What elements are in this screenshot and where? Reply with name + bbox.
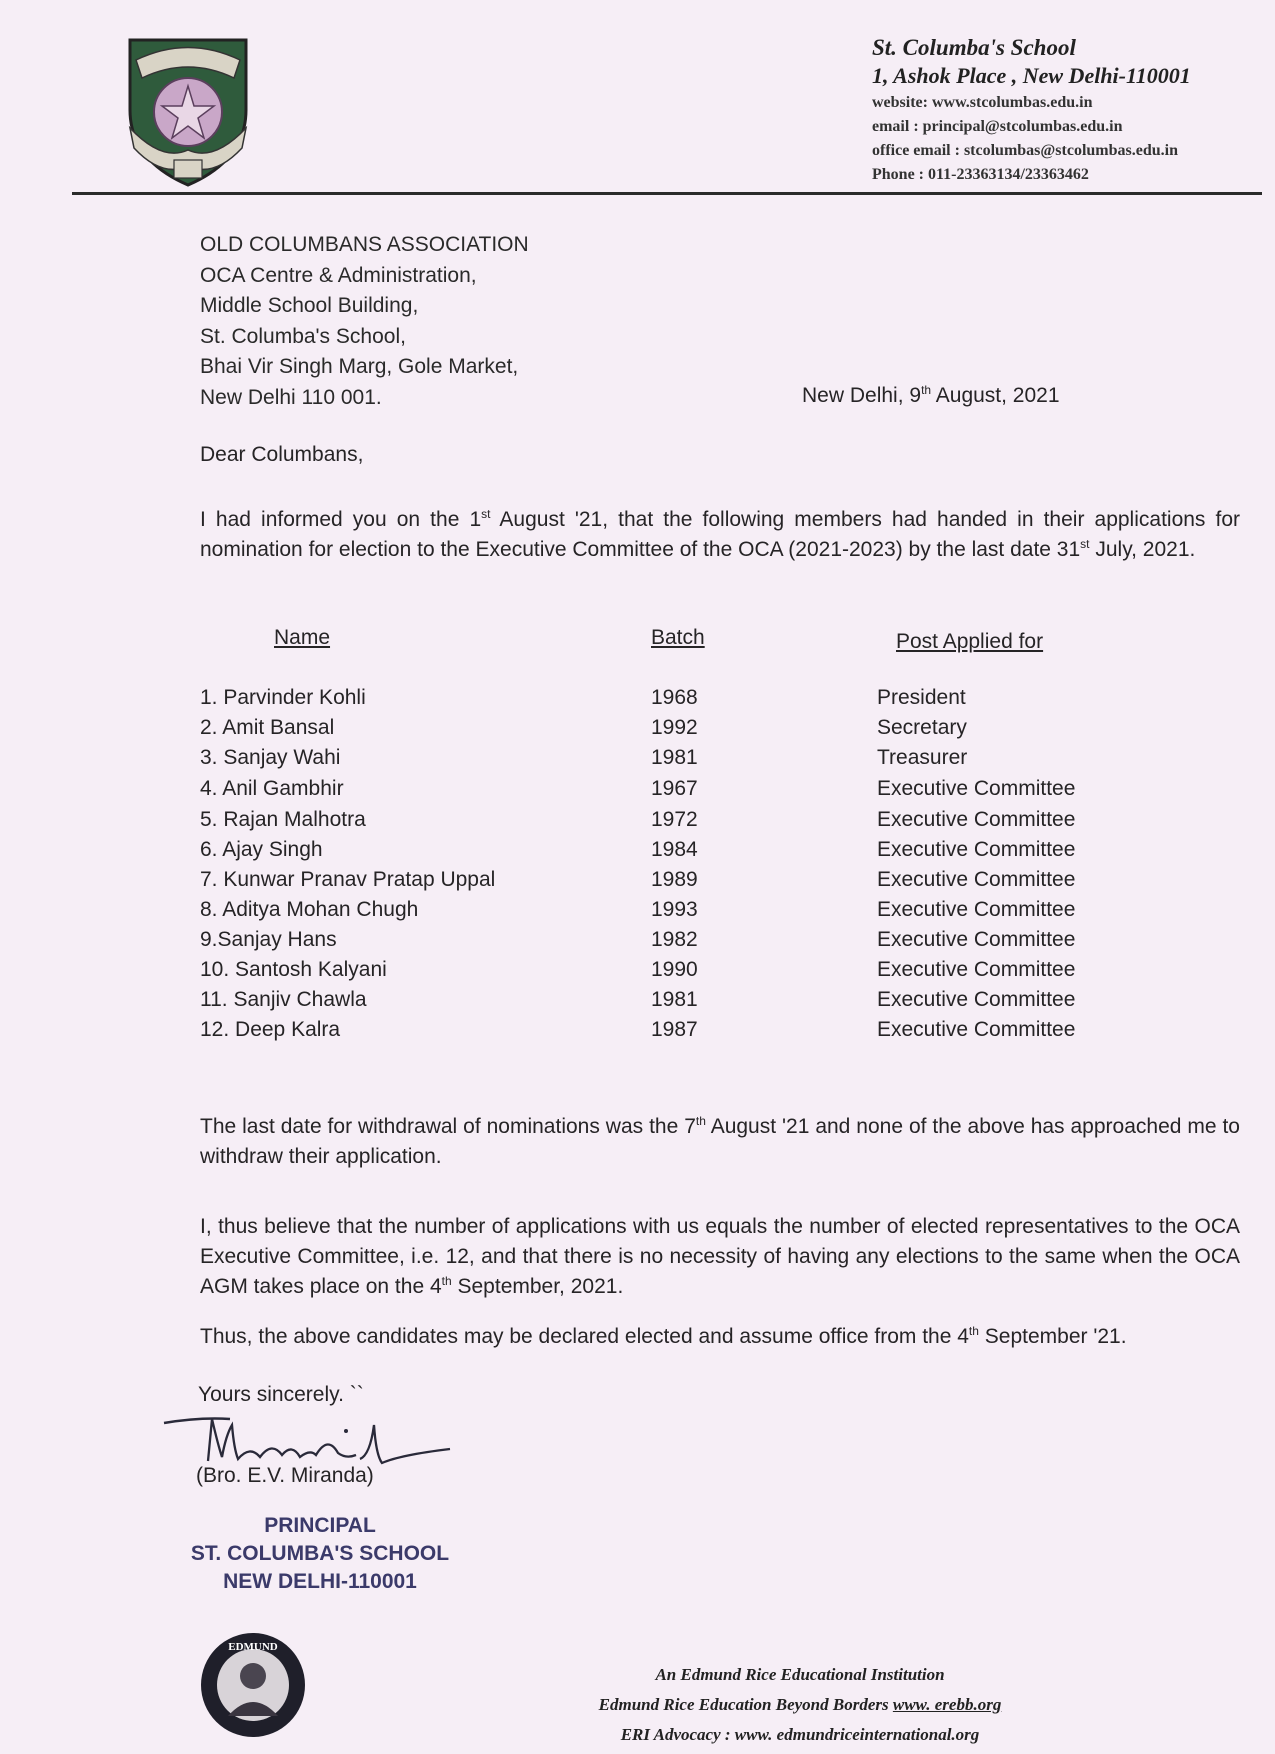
recipient-line: St. Columba's School, bbox=[200, 324, 406, 348]
closing: Yours sincerely. `` bbox=[198, 1383, 364, 1406]
belief-paragraph: I, thus believe that the number of applications with us equals the number of elected representatives to the OCA Executive Committee, i.e. 12, and that there is no necessity of having any elections to the same when the OCA AGM takes place on the 4th September, 2021. bbox=[200, 1215, 1240, 1298]
footer-link-erebb[interactable]: www. erebb.org bbox=[892, 1695, 1002, 1714]
header-name: Name bbox=[274, 626, 331, 649]
header-post: Post Applied for bbox=[896, 630, 1044, 653]
school-phone: Phone : 011-23363134/23363462 bbox=[872, 166, 1089, 183]
header-batch: Batch bbox=[651, 626, 705, 649]
recipient-line: OCA Centre & Administration, bbox=[200, 263, 477, 287]
stamp-line: NEW DELHI-110001 bbox=[223, 1570, 417, 1593]
recipient-line: New Delhi 110 001. bbox=[200, 385, 382, 409]
svg-text:EDMUND: EDMUND bbox=[228, 1641, 278, 1653]
declaration-paragraph: Thus, the above candidates may be declared elected and assume office from the 4th September '21. bbox=[200, 1324, 1127, 1348]
school-name: St. Columba's School bbox=[872, 35, 1076, 60]
letterhead bbox=[872, 36, 1191, 183]
table-row: 4. Anil Gambhir 1967 Executive Committee bbox=[200, 777, 1076, 800]
withdrawal-paragraph: The last date for withdrawal of nominations was the 7th August '21 and none of the above has approached me to withdraw their application. bbox=[200, 1114, 1240, 1168]
table-row: 10. Santosh Kalyani 1990 Executive Committee bbox=[200, 958, 1076, 981]
stamp-line: PRINCIPAL bbox=[264, 1514, 376, 1537]
table-row: 6. Ajay Singh 1984 Executive Committee bbox=[200, 838, 1076, 861]
intro-paragraph: I had informed you on the 1st August '21, that the following members had handed in their applications for nomination for election to the Executive Committee of the OCA (2021-2023) by the last date 31st July, 2021. bbox=[200, 507, 1241, 561]
table-row: 3. Sanjay Wahi 1981 Treasurer bbox=[200, 746, 968, 769]
table-row: 1. Parvinder Kohli 1968 President bbox=[200, 686, 966, 709]
footer-line: An Edmund Rice Educational Institution bbox=[655, 1665, 945, 1684]
footer bbox=[560, 1660, 1040, 1750]
footer-line: ERI Advocacy : www. edmundriceinternational.org bbox=[620, 1725, 980, 1744]
school-crest-icon bbox=[122, 30, 254, 188]
recipient-line: Bhai Vir Singh Marg, Gole Market, bbox=[200, 355, 519, 378]
footer-line: Edmund Rice Education Beyond Borders www. erebb.org bbox=[598, 1695, 1002, 1714]
letterhead-divider bbox=[72, 192, 1262, 195]
recipient-line: OLD COLUMBANS ASSOCIATION bbox=[200, 233, 529, 256]
table-row: 7. Kunwar Pranav Pratap Uppal 1989 Executive Committee bbox=[200, 868, 1076, 891]
recipient-address bbox=[200, 230, 529, 413]
table-row: 9.Sanjay Hans 1982 Executive Committee bbox=[200, 928, 1076, 951]
stamp-line: ST. COLUMBA'S SCHOOL bbox=[190, 1542, 450, 1565]
recipient-line: Middle School Building, bbox=[200, 294, 419, 317]
table-row: 12. Deep Kalra 1987 Executive Committee bbox=[200, 1018, 1076, 1041]
blessed-edmund-rice-seal-icon bbox=[198, 1630, 308, 1740]
school-office-email: office email : stcolumbas@stcolumbas.edu.in bbox=[872, 142, 1178, 159]
greeting: Dear Columbans, bbox=[200, 443, 364, 466]
school-email: email : principal@stcolumbas.edu.in bbox=[872, 118, 1123, 135]
principal-stamp bbox=[190, 1512, 450, 1596]
table-row: 5. Rajan Malhotra 1972 Executive Committee bbox=[200, 808, 1076, 831]
school-address: 1, Ashok Place , New Delhi-110001 bbox=[872, 63, 1191, 88]
signature-image bbox=[160, 1405, 500, 1515]
table-row: 8. Aditya Mohan Chugh 1993 Executive Committee bbox=[200, 898, 1076, 921]
letter-date: New Delhi, 9th August, 2021 bbox=[802, 383, 1060, 407]
school-website: website: www.stcolumbas.edu.in bbox=[872, 94, 1093, 111]
signatory-name: (Bro. E.V. Miranda) bbox=[196, 1464, 374, 1487]
table-row: 11. Sanjiv Chawla 1981 Executive Committee bbox=[200, 988, 1076, 1011]
table-row: 2. Amit Bansal 1992 Secretary bbox=[200, 716, 967, 739]
